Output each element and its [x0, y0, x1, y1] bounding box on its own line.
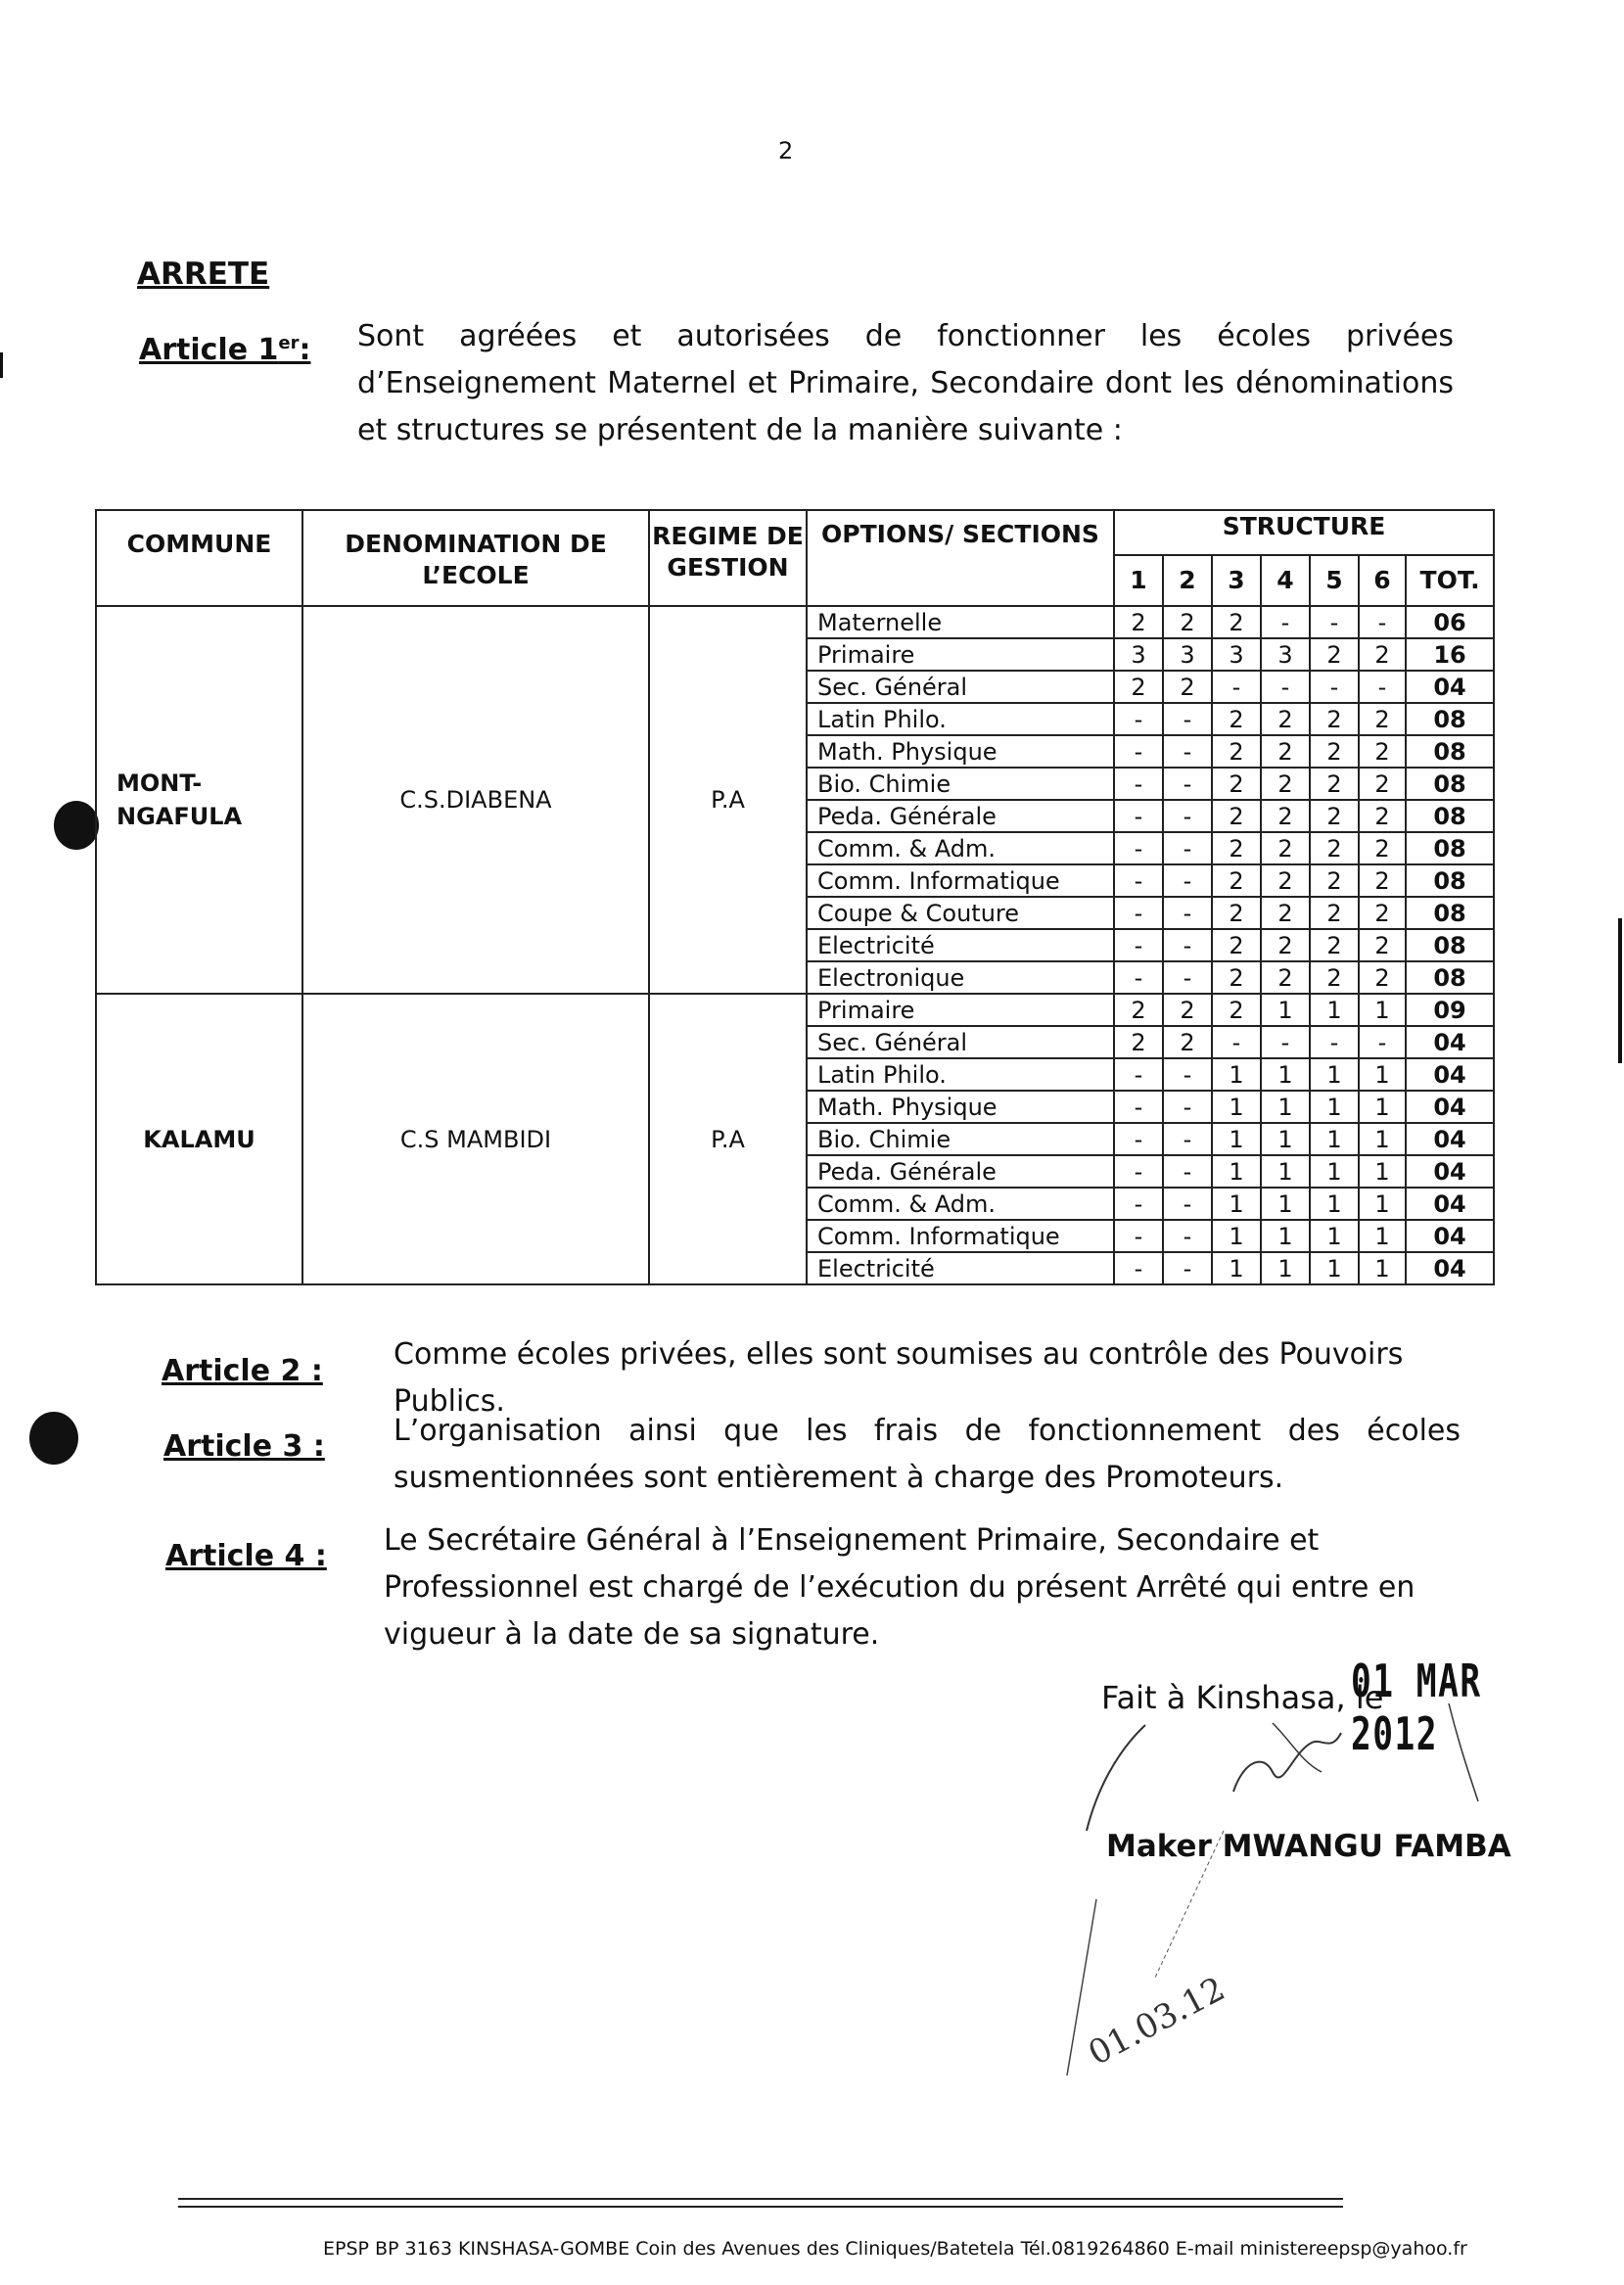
structure-cell: - [1114, 1155, 1163, 1188]
structure-cell: 2 [1114, 1026, 1163, 1058]
header-denomination: DENOMINATION DE L’ECOLE [302, 510, 649, 606]
structure-cell: 1 [1261, 1252, 1310, 1284]
structure-cell: 2 [1359, 638, 1406, 671]
option-cell: Sec. Général [807, 671, 1114, 703]
structure-cell: - [1163, 1220, 1212, 1252]
option-cell: Math. Physique [807, 1091, 1114, 1123]
structure-cell: 1 [1310, 1220, 1359, 1252]
structure-cell: - [1114, 929, 1163, 961]
structure-cell: 1 [1261, 1188, 1310, 1220]
option-cell: Comm. Informatique [807, 864, 1114, 897]
article-1-text: Sont agréées et autorisées de fonctionner les écoles privées d’Enseignement Maternel et Primaire, Secondaire dont les dénominations et structures se présentent de la manière suivante : [357, 319, 1454, 447]
structure-cell: - [1163, 1123, 1212, 1155]
structure-cell: - [1163, 864, 1212, 897]
option-cell: Peda. Générale [807, 1155, 1114, 1188]
structure-cell: 2 [1261, 832, 1310, 864]
total-cell: 08 [1406, 961, 1494, 994]
structure-cell: 2 [1212, 735, 1261, 768]
structure-cell: 2 [1261, 897, 1310, 929]
structure-cell: 2 [1212, 768, 1261, 800]
structure-cell: 1 [1261, 1155, 1310, 1188]
school-name-cell: C.S.DIABENA [302, 606, 649, 994]
structure-cell: 2 [1212, 961, 1261, 994]
structure-cell: 2 [1359, 800, 1406, 832]
structure-cell: 1 [1212, 1252, 1261, 1284]
option-cell: Coupe & Couture [807, 897, 1114, 929]
structure-cell: - [1163, 1188, 1212, 1220]
structure-cell: 2 [1212, 897, 1261, 929]
article-2-text: Comme écoles privées, elles sont soumises au contrôle des Pouvoirs Publics. [394, 1337, 1404, 1419]
structure-cell: 2 [1359, 768, 1406, 800]
structure-cell: - [1310, 671, 1359, 703]
commune-cell: KALAMU [96, 994, 302, 1284]
total-cell: 04 [1406, 1123, 1494, 1155]
option-cell: Electronique [807, 961, 1114, 994]
header-level: 5 [1310, 555, 1359, 606]
structure-cell: 2 [1310, 864, 1359, 897]
structure-cell: 1 [1359, 1252, 1406, 1284]
structure-cell: 2 [1310, 897, 1359, 929]
structure-cell: 2 [1212, 994, 1261, 1026]
total-cell: 08 [1406, 929, 1494, 961]
structure-cell: - [1163, 735, 1212, 768]
structure-cell: - [1212, 1026, 1261, 1058]
structure-cell: - [1163, 1091, 1212, 1123]
structure-cell: - [1212, 671, 1261, 703]
article-2-label: Article 2 : [162, 1354, 323, 1388]
structure-cell: 1 [1310, 994, 1359, 1026]
option-cell: Bio. Chimie [807, 1123, 1114, 1155]
structure-cell: - [1359, 671, 1406, 703]
header-level: 1 [1114, 555, 1163, 606]
total-cell: 04 [1406, 1188, 1494, 1220]
option-cell: Primaire [807, 638, 1114, 671]
structure-cell: 2 [1212, 929, 1261, 961]
structure-cell: - [1114, 897, 1163, 929]
structure-cell: 1 [1212, 1220, 1261, 1252]
option-cell: Sec. Général [807, 1026, 1114, 1058]
option-cell: Comm. & Adm. [807, 832, 1114, 864]
option-cell: Bio. Chimie [807, 768, 1114, 800]
structure-cell: 1 [1261, 1058, 1310, 1091]
structure-cell: 1 [1359, 994, 1406, 1026]
structure-cell: - [1114, 864, 1163, 897]
structure-cell: 3 [1261, 638, 1310, 671]
structure-cell: 2 [1261, 929, 1310, 961]
structure-cell: 2 [1212, 800, 1261, 832]
school-name-cell: C.S MAMBIDI [302, 994, 649, 1284]
structure-cell: 1 [1212, 1058, 1261, 1091]
structure-cell: 1 [1310, 1252, 1359, 1284]
structure-cell: 3 [1163, 638, 1212, 671]
scan-edge-mark [0, 352, 3, 378]
total-cell: 08 [1406, 864, 1494, 897]
total-cell: 04 [1406, 1026, 1494, 1058]
scan-edge-mark [1618, 918, 1622, 1063]
structure-cell: 2 [1163, 671, 1212, 703]
structure-cell: 2 [1163, 606, 1212, 638]
total-cell: 09 [1406, 994, 1494, 1026]
structure-cell: 2 [1310, 961, 1359, 994]
structure-cell: 1 [1310, 1091, 1359, 1123]
structure-cell: 2 [1212, 832, 1261, 864]
structure-table [95, 509, 1495, 1285]
regime-cell: P.A [649, 606, 807, 994]
option-cell: Latin Philo. [807, 703, 1114, 735]
structure-cell: - [1310, 606, 1359, 638]
option-cell: Maternelle [807, 606, 1114, 638]
header-level: 4 [1261, 555, 1310, 606]
total-cell: 08 [1406, 800, 1494, 832]
header-total: TOT. [1406, 555, 1494, 606]
structure-cell: 3 [1212, 638, 1261, 671]
structure-cell: - [1114, 1091, 1163, 1123]
structure-cell: 2 [1261, 768, 1310, 800]
structure-cell: 2 [1359, 929, 1406, 961]
structure-cell: 2 [1114, 671, 1163, 703]
total-cell: 04 [1406, 1058, 1494, 1091]
structure-cell: - [1163, 1155, 1212, 1188]
structure-cell: 1 [1359, 1155, 1406, 1188]
structure-cell: 1 [1310, 1155, 1359, 1188]
structure-cell: - [1114, 768, 1163, 800]
structure-cell: 2 [1261, 735, 1310, 768]
total-cell: 08 [1406, 768, 1494, 800]
structure-cell: - [1114, 1220, 1163, 1252]
total-cell: 08 [1406, 832, 1494, 864]
article-3-text: L’organisation ainsi que les frais de fonctionnement des écoles susmentionnées sont entièrement à charge des Promoteurs. [394, 1414, 1461, 1495]
structure-cell: - [1114, 1188, 1163, 1220]
structure-cell: 1 [1212, 1123, 1261, 1155]
structure-cell: 2 [1359, 832, 1406, 864]
header-level: 2 [1163, 555, 1212, 606]
option-cell: Comm. & Adm. [807, 1188, 1114, 1220]
structure-cell: 2 [1212, 864, 1261, 897]
total-cell: 16 [1406, 638, 1494, 671]
date-stamp: 01 MAR 2012 [1351, 1655, 1482, 1760]
structure-cell: - [1114, 735, 1163, 768]
header-regime: REGIME DE GESTION [649, 510, 807, 606]
structure-cell: - [1163, 800, 1212, 832]
header-level: 6 [1359, 555, 1406, 606]
footer-rule [178, 2198, 1343, 2200]
handwritten-signature [1057, 1684, 1508, 2095]
structure-cell: - [1114, 832, 1163, 864]
scan-spot [54, 801, 99, 850]
structure-cell: 2 [1310, 703, 1359, 735]
signer-name: Maker MWANGU FAMBA [1106, 1829, 1511, 1864]
structure-cell: - [1114, 703, 1163, 735]
footer-rule [178, 2206, 1343, 2208]
structure-cell: - [1114, 800, 1163, 832]
article-3-label: Article 3 : [163, 1429, 325, 1464]
structure-cell: - [1163, 929, 1212, 961]
commune-cell: MONT-NGAFULA [96, 606, 302, 994]
structure-cell: - [1163, 703, 1212, 735]
article-1-label: Article 1er: [139, 333, 311, 367]
option-cell: Comm. Informatique [807, 1220, 1114, 1252]
structure-cell: 1 [1359, 1123, 1406, 1155]
total-cell: 04 [1406, 1091, 1494, 1123]
structure-cell: 2 [1212, 606, 1261, 638]
structure-cell: 1 [1310, 1188, 1359, 1220]
article-4-label: Article 4 : [165, 1539, 327, 1573]
structure-cell: - [1261, 1026, 1310, 1058]
handwritten-date: 01.03.12 [1082, 1969, 1231, 2074]
structure-cell: 3 [1114, 638, 1163, 671]
structure-cell: 2 [1359, 864, 1406, 897]
structure-cell: 1 [1212, 1091, 1261, 1123]
structure-cell: 1 [1310, 1058, 1359, 1091]
total-cell: 04 [1406, 1252, 1494, 1284]
structure-cell: - [1114, 1123, 1163, 1155]
structure-cell: - [1310, 1026, 1359, 1058]
structure-cell: 1 [1261, 1091, 1310, 1123]
structure-cell: - [1163, 768, 1212, 800]
structure-cell: - [1163, 1252, 1212, 1284]
structure-cell: 2 [1359, 703, 1406, 735]
option-cell: Electricité [807, 1252, 1114, 1284]
structure-cell: - [1114, 961, 1163, 994]
table-row [96, 994, 1494, 1026]
structure-cell: 1 [1359, 1091, 1406, 1123]
header-options: OPTIONS/ SECTIONS [807, 510, 1114, 606]
table-row [96, 606, 1494, 638]
header-structure: STRUCTURE [1114, 510, 1494, 555]
structure-cell: 2 [1114, 606, 1163, 638]
option-cell: Latin Philo. [807, 1058, 1114, 1091]
structure-cell: 1 [1261, 1220, 1310, 1252]
structure-cell: - [1261, 606, 1310, 638]
structure-cell: 2 [1261, 703, 1310, 735]
structure-cell: 1 [1359, 1058, 1406, 1091]
regime-cell: P.A [649, 994, 807, 1284]
header-level: 3 [1212, 555, 1261, 606]
structure-cell: 1 [1359, 1188, 1406, 1220]
structure-cell: 2 [1359, 897, 1406, 929]
structure-cell: 2 [1310, 768, 1359, 800]
page-number: 2 [778, 137, 794, 164]
structure-cell: 1 [1359, 1220, 1406, 1252]
structure-cell: 2 [1163, 1026, 1212, 1058]
option-cell: Peda. Générale [807, 800, 1114, 832]
structure-cell: - [1163, 832, 1212, 864]
structure-cell: 1 [1310, 1123, 1359, 1155]
option-cell: Electricité [807, 929, 1114, 961]
structure-cell: - [1359, 606, 1406, 638]
structure-cell: - [1163, 961, 1212, 994]
structure-table-body [96, 606, 1494, 1284]
total-cell: 04 [1406, 1155, 1494, 1188]
structure-cell: 2 [1359, 735, 1406, 768]
structure-cell: 2 [1310, 735, 1359, 768]
structure-cell: 2 [1261, 800, 1310, 832]
option-cell: Primaire [807, 994, 1114, 1026]
structure-cell: 1 [1212, 1188, 1261, 1220]
structure-cell: 2 [1310, 832, 1359, 864]
structure-cell: 2 [1261, 864, 1310, 897]
structure-cell: - [1261, 671, 1310, 703]
structure-cell: - [1163, 897, 1212, 929]
structure-cell: 1 [1261, 1123, 1310, 1155]
structure-cell: 2 [1212, 703, 1261, 735]
article-4-text: Le Secrétaire Général à l’Enseignement Primaire, Secondaire et Professionnel est chargé de l’exécution du présent Arrêté qui entre en vigueur à la date de sa signature. [384, 1523, 1415, 1652]
total-cell: 08 [1406, 703, 1494, 735]
structure-cell: - [1114, 1058, 1163, 1091]
total-cell: 04 [1406, 1220, 1494, 1252]
header-commune: COMMUNE [96, 510, 302, 606]
structure-cell: 2 [1114, 994, 1163, 1026]
structure-cell: 2 [1163, 994, 1212, 1026]
structure-cell: 2 [1310, 638, 1359, 671]
structure-cell: - [1163, 1058, 1212, 1091]
structure-cell: 2 [1359, 961, 1406, 994]
footer-address: EPSP BP 3163 KINSHASA-GOMBE Coin des Avenues des Cliniques/Batetela Tél.0819264860 E-mail ministereepsp@yahoo.fr [323, 2238, 1467, 2260]
structure-cell: 2 [1310, 929, 1359, 961]
structure-cell: - [1359, 1026, 1406, 1058]
total-cell: 08 [1406, 735, 1494, 768]
option-cell: Math. Physique [807, 735, 1114, 768]
structure-cell: 2 [1261, 961, 1310, 994]
structure-cell: 2 [1310, 800, 1359, 832]
total-cell: 06 [1406, 606, 1494, 638]
structure-cell: 1 [1212, 1155, 1261, 1188]
structure-cell: - [1114, 1252, 1163, 1284]
heading-arrete: ARRETE [137, 256, 270, 292]
total-cell: 08 [1406, 897, 1494, 929]
structure-cell: 1 [1261, 994, 1310, 1026]
total-cell: 04 [1406, 671, 1494, 703]
signature-place: Fait à Kinshasa, le [1101, 1679, 1384, 1716]
scan-spot [29, 1412, 78, 1465]
